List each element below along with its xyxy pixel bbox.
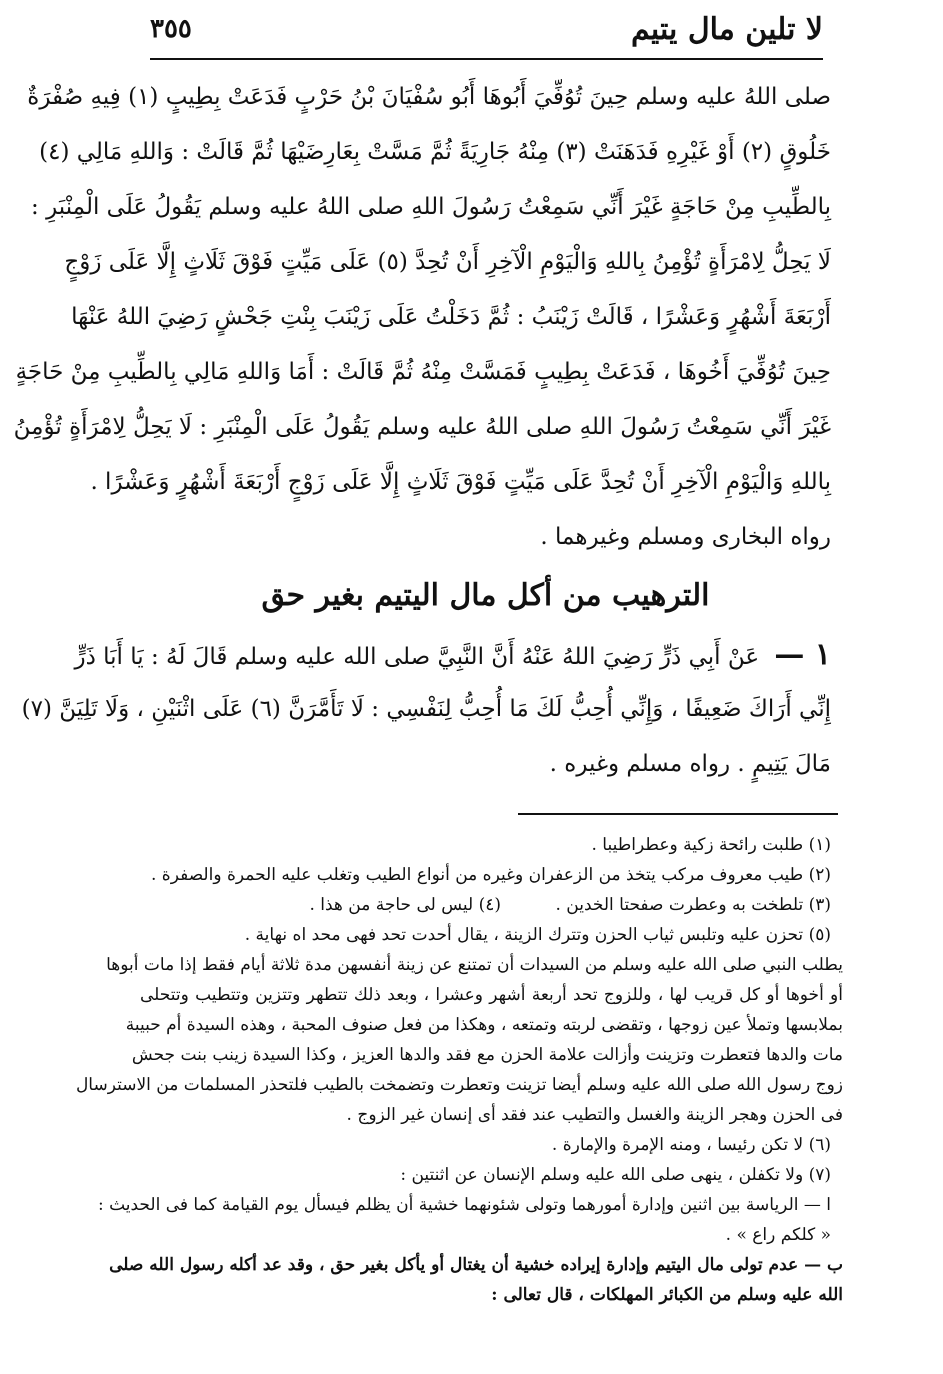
footnote-4: (٤) ليس لى حاجة من هذا . [309, 895, 501, 915]
narration-source: رواه البخارى ومسلم وغيرهما . [540, 524, 831, 550]
text-line: خَلُوقٍ (٢) أَوْ غَيْرِهِ فَدَهَنَتْ (٣) مِنْهُ جَارِيَةً ثُمَّ مَسَّتْ بِعَارِضَيْهَا ثُمَّ قَالَتْ : وَاللهِ مَالِي (٤) [39, 139, 831, 165]
hadith-number: ١ — [774, 637, 831, 672]
footnote-paragraph: أو أخوها أو كل قريب لها ، وللزوج تحد أربعة أشهر وعشرا ، وبعد ذلك تتطهر وتتزين وتتطيب وتتحلى [140, 985, 843, 1005]
footnotes-3-4 [140, 890, 843, 920]
footnote-paragraph: يطلب النبي صلى الله عليه وسلم من السيدات أن تمتنع عن زينة أنفسهن مدة ثلاثة أيام فقط إذا مات أبوها [106, 955, 843, 975]
footnote-7b: ب — عدم تولى مال اليتيم وإدارة إيراده خشية أن يغتال أو يأكل بغير حق ، وقد عد أكله رسول الله صلى [109, 1255, 843, 1275]
footnote-paragraph: مات والدها فتعطرت وتزينت وأزالت علامة الحزن مع فقد والدها العزيز ، وكذا السيدة زينب بنت جحش [131, 1045, 843, 1065]
footnote-paragraph: بملابسها وتملأ عين زوجها ، وتقضى لربته وتمتعه ، وهكذا من فعل صنوف المحبة ، وهذه السيدة أم حبيبة [125, 1015, 843, 1035]
text-line: حِينَ تُوُفِّيَ أَخُوهَا ، فَدَعَتْ بِطِيبٍ فَمَسَّتْ مِنْهُ ثُمَّ قَالَتْ : أَمَا وَاللهِ مَالِي بِالطِّيبِ مِنْ حَاجَةٍ [15, 359, 831, 385]
section-title: الترهيب من أكل مال اليتيم بغير حق [261, 578, 710, 613]
text-line: غَيْرَ أَنِّي سَمِعْتُ رَسُولَ اللهِ صلى اللهُ عليه وسلم يَقُولُ عَلَى الْمِنْبَرِ : لَا يَحِلُّ لِامْرَأَةٍ تُؤْمِنُ [13, 414, 831, 440]
footnote-paragraph: زوج رسول الله صلى الله عليه وسلم أيضا تزينت وتعطرت وتضمخت بالطيب فلتحذر المسلمات من الاسترسال [75, 1075, 843, 1095]
text-line: صلى اللهُ عليه وسلم حِينَ تُوُفِّيَ أَبُوهَا أَبُو سُفْيَانَ بْنُ حَرْبٍ فَدَعَتْ بِطِيبٍ (١) فِيهِ صُفْرَةٌ [27, 84, 831, 110]
page-number: ٣٥٥ [150, 14, 192, 44]
footnote-7: (٧) ولا تكفلن ، ينهى صلى الله عليه وسلم الإنسان عن اثنتين : [400, 1165, 831, 1185]
text-line: أَرْبَعَةَ أَشْهُرٍ وَعَشْرًا ، قَالَتْ زَيْنَبُ : ثُمَّ دَخَلْتُ عَلَى زَيْنَبَ بِنْتِ جَحْشٍ رَضِيَ اللهُ عَنْهَا [71, 304, 831, 330]
text-line: بِالطِّيبِ مِنْ حَاجَةٍ غَيْرَ أَنِّي سَمِعْتُ رَسُولَ اللهِ صلى اللهُ عليه وسلم يَقُولُ عَلَى الْمِنْبَرِ : [31, 194, 831, 220]
main-text [13, 70, 831, 792]
running-title: لا تلين مال يتيم [630, 12, 823, 47]
footnotes [75, 830, 843, 1310]
footnote-7b-cont: الله عليه وسلم من الكبائر المهلكات ، قال تعالى : [491, 1285, 843, 1305]
footnote-5: (٥) تحزن عليه وتلبس ثياب الحزن وتترك الزينة ، يقال أحدت تحد فهى محد اه نهاية . [244, 925, 831, 945]
header-rule [150, 58, 823, 60]
text-line: بِاللهِ وَالْيَوْمِ الْآخِرِ أَنْ تُحِدَّ عَلَى مَيِّتٍ فَوْقَ ثَلَاثٍ إِلَّا عَلَى زَوْجٍ أَرْبَعَةَ أَشْهُرٍ وَعَشْرًا . [90, 469, 831, 495]
footnote-1: (١) طلبت رائحة زكية وعطراطيبا . [591, 835, 831, 855]
hadith-text: عَنْ أَبِي ذَرٍّ رَضِيَ اللهُ عَنْهُ أَنَّ النَّبِيَّ صلى الله عليه وسلم قَالَ لَهُ : يَا أَبَا ذَرٍّ [74, 644, 760, 670]
footnote-7a: ا — الرياسة بين اثنين وإدارة أمورهما وتولى شئونهما خشية أن يظلم فيسأل يوم القيامة كما فى الحديث : [97, 1195, 831, 1215]
footnote-6: (٦) لا تكن رئيسا ، ومنه الإمرة والإمارة . [551, 1135, 831, 1155]
footnote-paragraph: فى الحزن وهجر الزينة والغسل والتطيب عند فقد أى إنسان غير الزوج . [346, 1105, 843, 1125]
footnote-7a-cont: « كلكم راع » . [725, 1225, 831, 1245]
footnote-3: (٣) تلطخت به وعطرت صفحتا الخدين . [555, 895, 831, 915]
hadith-line: إِنِّي أَرَاكَ ضَعِيفًا ، وَإِنِّي أُحِبُّ لَكَ مَا أُحِبُّ لِنَفْسِي : لَا تَأَمَّرَنَّ (٦) عَلَى اثْنَيْنِ ، وَلَا تَلِيَنَّ (٧) [21, 696, 831, 722]
footnote-2: (٢) طيب معروف مركب يتخذ من الزعفران وغيره من أنواع الطيب وتغلب عليه الحمرة والصفرة . [151, 865, 831, 885]
footnotes-rule [518, 813, 838, 815]
page-header [150, 6, 823, 56]
hadith-line: مَالَ يَتِيمٍ . رواه مسلم وغيره . [549, 751, 831, 777]
hadith-line [74, 627, 831, 682]
text-line: لَا يَحِلُّ لِامْرَأَةٍ تُؤْمِنُ بِاللهِ وَالْيَوْمِ الْآخِرِ أَنْ تُحِدَّ (٥) عَلَى مَيِّتٍ فَوْقَ ثَلَاثٍ إِلَّا عَلَى زَوْجٍ [64, 249, 831, 275]
